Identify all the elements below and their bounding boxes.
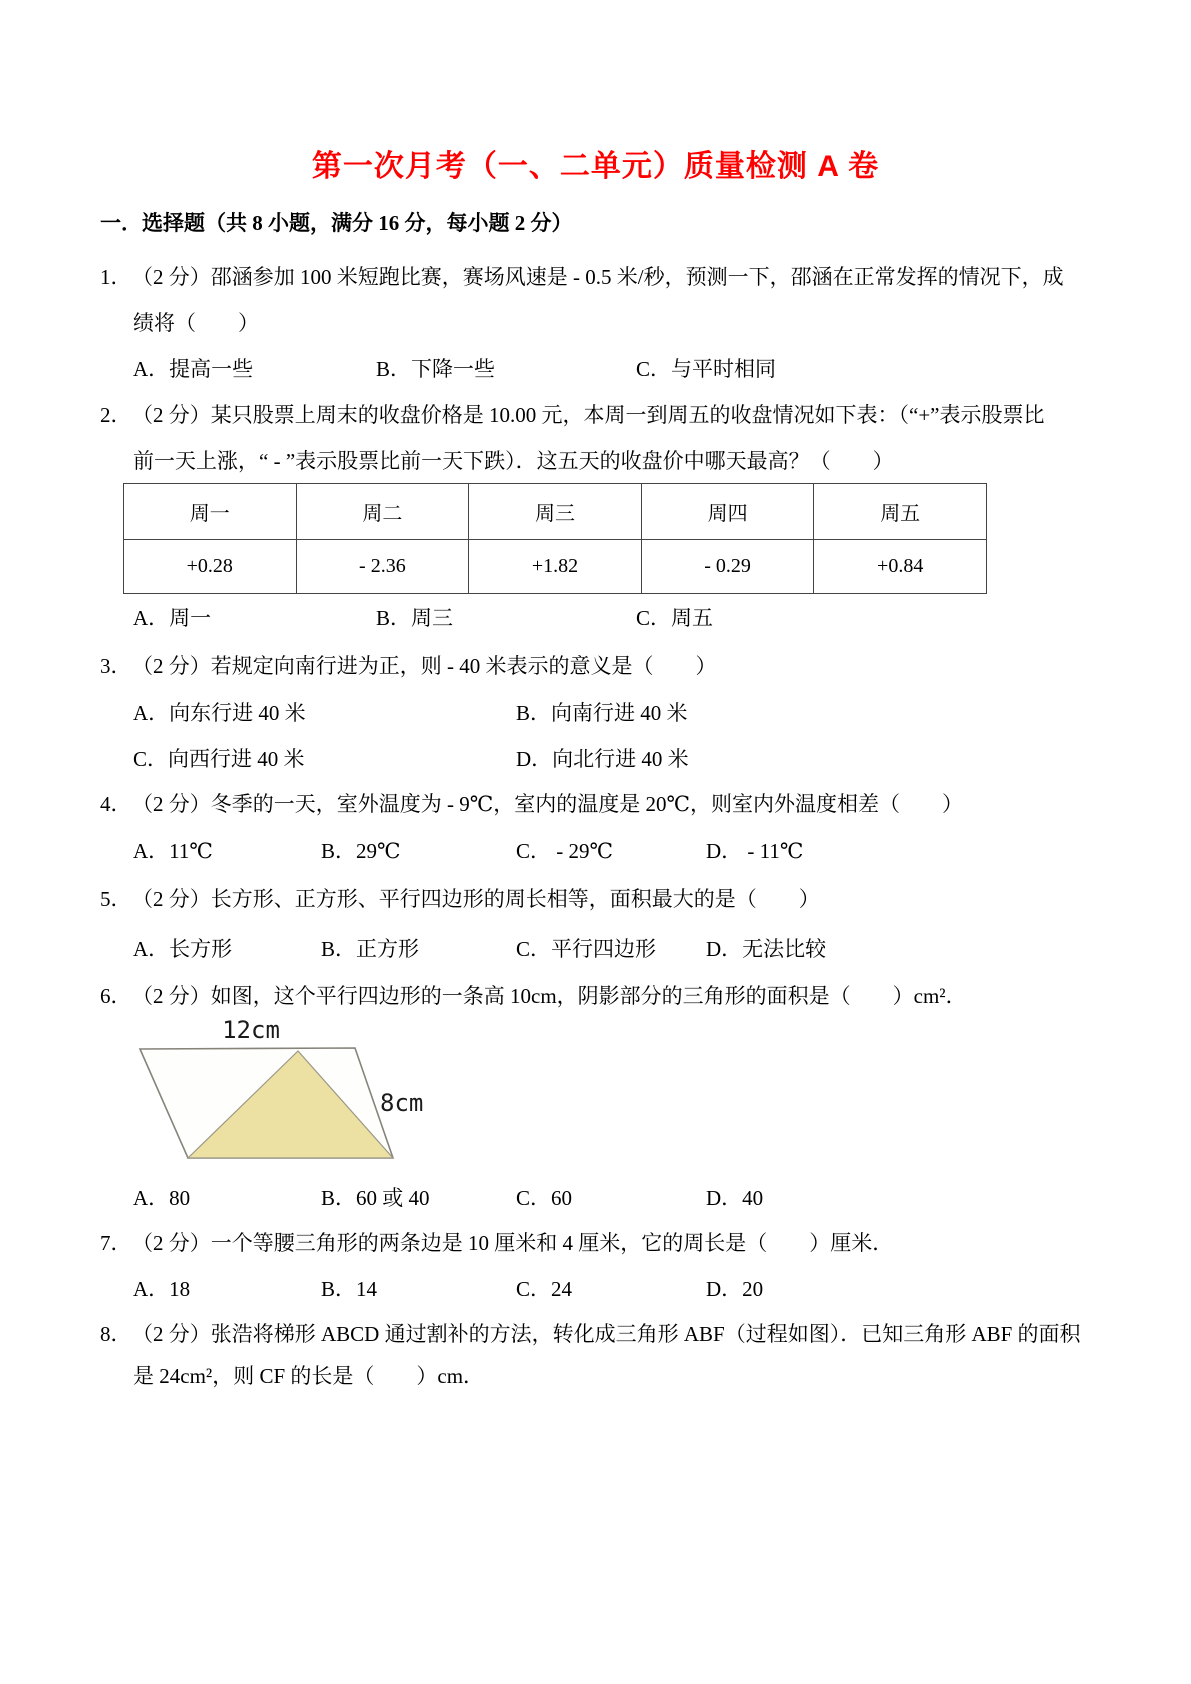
section-heading: 一．选择题（共 8 小题，满分 16 分，每小题 2 分） xyxy=(100,211,573,235)
question-4-options xyxy=(133,838,803,864)
question-number: 1． xyxy=(100,265,132,289)
option: A．长方形 xyxy=(133,937,233,961)
question-4 xyxy=(100,791,963,817)
question-2-continuation: 前一天上涨，“ - ”表示股票比前一天下跌）．这五天的收盘价中哪天最高？（ ） xyxy=(133,449,894,473)
question-3-options-row-2 xyxy=(133,746,689,772)
table-value-cell: - 0.29 xyxy=(641,540,814,594)
question-stem: （2 分）某只股票上周末的收盘价格是 10.00 元，本周一到周五的收盘情况如下表：（“+”表示股票比 xyxy=(132,403,1045,427)
option: B．向南行进 40 米 xyxy=(516,701,688,725)
question-5 xyxy=(100,886,820,912)
question-8 xyxy=(100,1321,1081,1347)
option: A．周一 xyxy=(133,606,212,630)
figure-side-label: 8cm xyxy=(380,1089,424,1117)
option: B．正方形 xyxy=(321,937,420,961)
table-value-cell: +0.84 xyxy=(814,540,987,594)
question-number: 2． xyxy=(100,403,132,427)
question-1-options xyxy=(133,356,776,382)
option: A．提高一些 xyxy=(133,357,254,381)
option: C．与平时相同 xyxy=(636,357,777,381)
question-stem: （2 分）一个等腰三角形的两条边是 10 厘米和 4 厘米，它的周长是（ ）厘米． xyxy=(132,1231,894,1255)
option: B．周三 xyxy=(376,606,454,630)
parallelogram-figure xyxy=(128,1016,448,1174)
option: D．向北行进 40 米 xyxy=(516,747,689,771)
option: D． - 11℃ xyxy=(706,839,804,863)
table-header-cell: 周五 xyxy=(814,484,987,540)
table-header-row xyxy=(124,484,987,540)
question-stem: （2 分）如图，这个平行四边形的一条高 10cm，阴影部分的三角形的面积是（ ）cm²． xyxy=(132,984,967,1008)
option: C．平行四边形 xyxy=(516,937,657,961)
option: D．40 xyxy=(706,1186,764,1210)
question-number: 5． xyxy=(100,887,132,911)
option: B．下降一些 xyxy=(376,357,496,381)
table-value-cell: - 2.36 xyxy=(296,540,469,594)
option: C．24 xyxy=(516,1277,573,1301)
option: C．向西行进 40 米 xyxy=(133,747,305,771)
table-header-cell: 周二 xyxy=(296,484,469,540)
question-number: 3． xyxy=(100,654,132,678)
stock-price-table xyxy=(123,483,987,594)
option: D．无法比较 xyxy=(706,937,827,961)
table-value-cell: +0.28 xyxy=(124,540,297,594)
question-number: 6． xyxy=(100,984,132,1008)
page-title: 第一次月考（一、二单元）质量检测 A 卷 xyxy=(311,150,880,183)
table-value-cell: +1.82 xyxy=(469,540,642,594)
question-number: 7． xyxy=(100,1231,132,1255)
option: B．14 xyxy=(321,1277,378,1301)
question-8-continuation: 是 24cm²，则 CF 的长是（ ）cm． xyxy=(133,1364,485,1388)
table-value-row xyxy=(124,540,987,594)
question-number: 4． xyxy=(100,792,132,816)
option: A．向东行进 40 米 xyxy=(133,701,306,725)
option: A．18 xyxy=(133,1277,191,1301)
question-stem: （2 分）张浩将梯形 ABCD 通过割补的方法，转化成三角形 ABF（过程如图）．已知三角形 ABF 的面积 xyxy=(132,1322,1081,1346)
question-stem: （2 分）冬季的一天，室外温度为 - 9℃，室内的温度是 20℃，则室内外温度相差（ ） xyxy=(132,792,963,816)
question-2 xyxy=(100,402,1044,428)
question-6-options xyxy=(133,1185,763,1211)
question-3-options-row-1 xyxy=(133,700,688,726)
question-7 xyxy=(100,1230,893,1256)
question-stem: （2 分）长方形、正方形、平行四边形的周长相等，面积最大的是（ ） xyxy=(132,887,820,911)
question-2-options xyxy=(133,605,713,631)
option: B．60 或 40 xyxy=(321,1186,430,1210)
table-header-cell: 周三 xyxy=(469,484,642,540)
question-5-options xyxy=(133,936,826,962)
question-6 xyxy=(100,983,967,1009)
table-header-cell: 周一 xyxy=(124,484,297,540)
question-number: 8． xyxy=(100,1322,132,1346)
question-1 xyxy=(100,264,1064,290)
figure-top-label: 12cm xyxy=(222,1016,280,1044)
option: A．80 xyxy=(133,1186,191,1210)
option: A．11℃ xyxy=(133,839,213,863)
table-header-cell: 周四 xyxy=(641,484,814,540)
question-stem: （2 分）邵涵参加 100 米短跑比赛，赛场风速是 - 0.5 米/秒，预测一下，邵涵在正常发挥的情况下，成 xyxy=(132,265,1064,289)
question-7-options xyxy=(133,1276,763,1302)
option: C．周五 xyxy=(636,606,714,630)
question-3 xyxy=(100,653,717,679)
question-1-continuation: 绩将（ ） xyxy=(133,311,259,335)
option: D．20 xyxy=(706,1277,764,1301)
option: B．29℃ xyxy=(321,839,401,863)
option: C． - 29℃ xyxy=(516,839,613,863)
question-stem: （2 分）若规定向南行进为正，则 - 40 米表示的意义是（ ） xyxy=(132,654,717,678)
option: C．60 xyxy=(516,1186,573,1210)
